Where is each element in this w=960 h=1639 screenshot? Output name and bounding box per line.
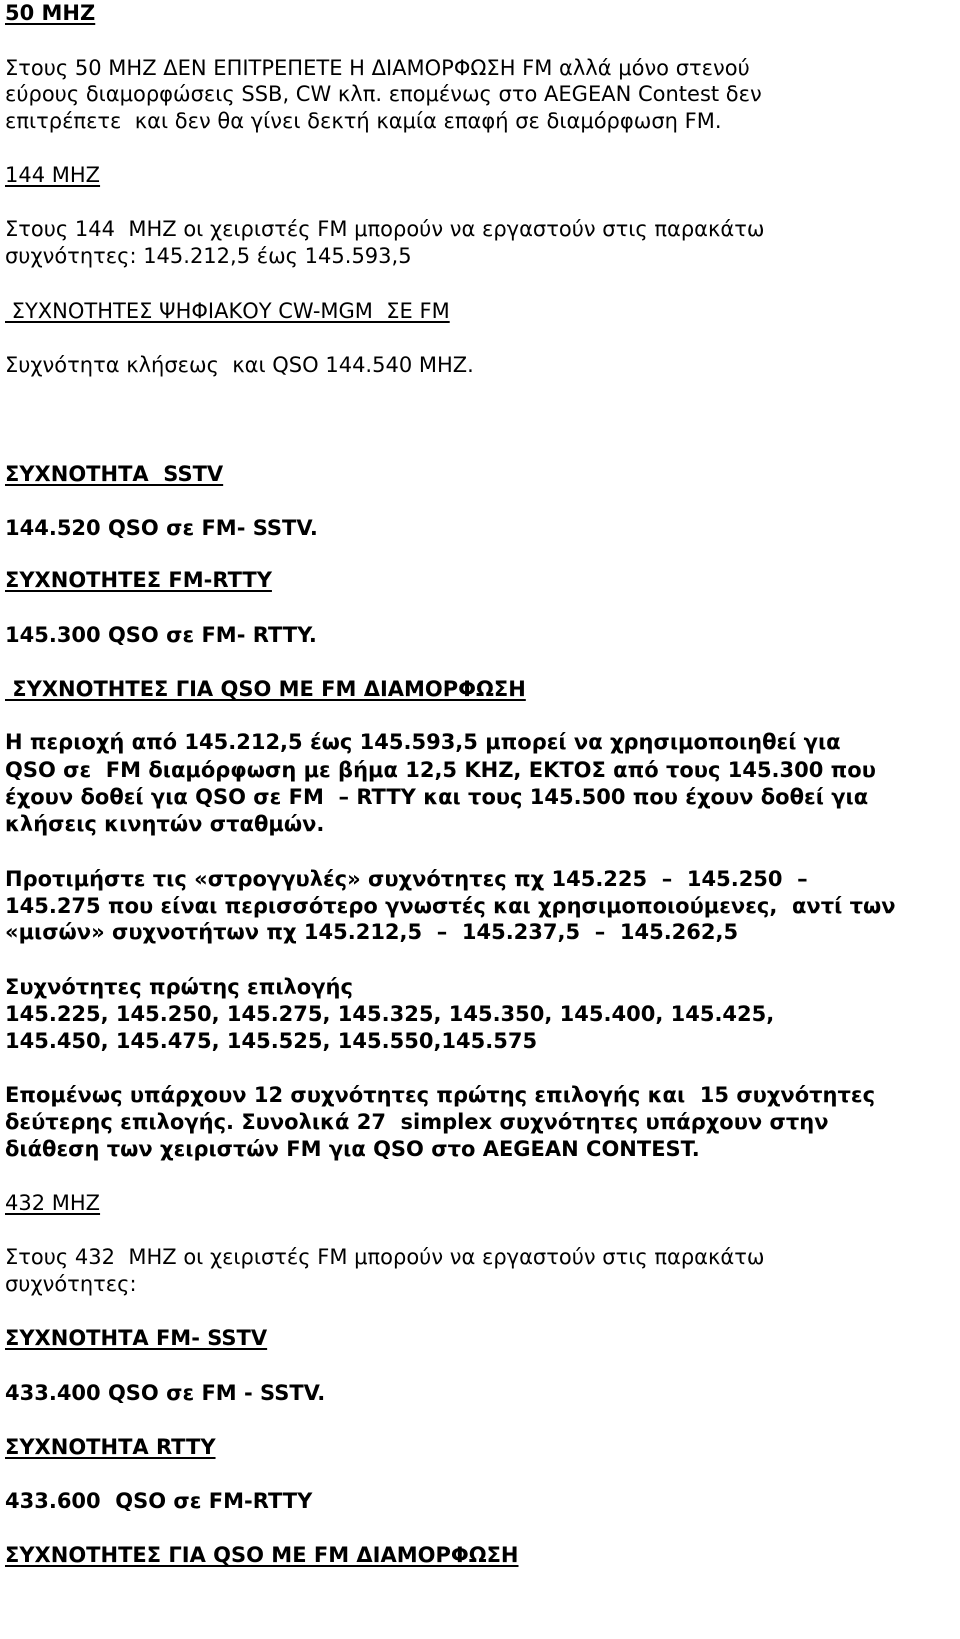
text-144-rtty: 145.300 QSO σε FM- RTTY. [5,623,317,647]
text-144-fm-para2-2: 145.275 που είναι περισσότερο γνωστές και χρησιμοποιούμενες, αντί των [5,894,896,918]
text-144-fm-para2-3: «μισών» συχνοτήτων πχ 145.212,5 – 145.237,5 – 145.262,5 [5,920,739,944]
text-50mhz-line-2: εύρους διαμορφώσεις SSB, CW κλπ. επομένως στο AEGEAN Contest δεν [5,82,762,106]
text-144mhz-intro-1: Στους 144 MHZ οι χειριστές FM μπορούν να εργαστούν στις παρακάτω [5,217,765,241]
heading-432-sstv: ΣΥΧΝΟΤΗΤΑ FM- SSTV [5,1326,268,1350]
text-432-sstv: 433.400 QSO σε FM - SSTV. [5,1381,326,1405]
label-first-choice: Συχνότητες πρώτης επιλογής [5,975,353,999]
text-144-fm-para1-3: έχουν δοθεί για QSO σε FM – RTTY και τους 145.500 που έχουν δοθεί για [5,785,869,809]
heading-144-rtty: ΣΥΧΝΟΤΗΤΕΣ FM-RTTY [5,568,272,592]
heading-50mhz: 50 MHZ [5,1,96,25]
text-50mhz-line-3: επιτρέπετε και δεν θα γίνει δεκτή καμία επαφή σε διαμόρφωση FM. [5,109,722,133]
text-144-cw-mgm: Συχνότητα κλήσεως και QSO 144.540 MHZ. [5,353,474,377]
text-summary-3: διάθεση των χειριστών FM για QSO στο AEGEAN CONTEST. [5,1137,700,1161]
heading-432-fm-qso: ΣΥΧΝΟΤΗΤΕΣ ΓΙΑ QSO ΜΕ FM ΔΙΑΜΟΡΦΩΣΗ [5,1543,519,1567]
heading-144mhz: 144 MHZ [5,163,101,187]
text-50mhz-line-1: Στους 50 MHZ ΔΕΝ ΕΠΙΤΡΕΠΕΤΕ Η ΔΙΑΜΟΡΦΩΣΗ FM αλλά μόνο στενού [5,56,750,80]
heading-432mhz: 432 MHZ [5,1191,101,1215]
text-144-fm-para2-1: Προτιμήστε τις «στρογγυλές» συχνότητες πχ 145.225 – 145.250 – [5,867,808,891]
text-144-fm-para1-4: κλήσεις κινητών σταθμών. [5,812,325,836]
text-144mhz-intro-2: συχνότητες: 145.212,5 έως 145.593,5 [5,244,412,268]
text-summary-2: δεύτερης επιλογής. Συνολικά 27 simplex συχνότητες υπάρχουν στην [5,1110,829,1134]
text-first-choice-2: 145.450, 145.475, 145.525, 145.550,145.575 [5,1029,538,1053]
text-144-sstv: 144.520 QSO σε FM- SSTV. [5,516,318,540]
text-summary-1: Επομένως υπάρχουν 12 συχνότητες πρώτης επιλογής και 15 συχνότητες [5,1083,876,1107]
text-144-fm-para1-1: Η περιοχή από 145.212,5 έως 145.593,5 μπορεί να χρησιμοποιηθεί για [5,730,841,754]
text-first-choice-1: 145.225, 145.250, 145.275, 145.325, 145.350, 145.400, 145.425, [5,1002,775,1026]
text-432mhz-intro-2: συχνότητες: [5,1272,137,1296]
heading-144-sstv: ΣΥΧΝΟΤΗΤΑ SSTV [5,462,224,486]
heading-144-fm-qso: ΣΥΧΝΟΤΗΤΕΣ ΓΙΑ QSO ΜΕ FM ΔΙΑΜΟΡΦΩΣΗ [5,677,526,701]
text-432-rtty: 433.600 QSO σε FM-RTTY [5,1489,313,1513]
heading-144-cw-mgm: ΣΥΧΝΟΤΗΤΕΣ ΨΗΦΙΑΚΟΥ CW-MGM ΣΕ FM [5,299,450,323]
text-432mhz-intro-1: Στους 432 MHZ οι χειριστές FM μπορούν να εργαστούν στις παρακάτω [5,1245,765,1269]
text-144-fm-para1-2: QSO σε FM διαμόρφωση με βήμα 12,5 KHZ, ΕΚΤΟΣ από τους 145.300 που [5,758,876,782]
heading-432-rtty: ΣΥΧΝΟΤΗΤΑ RTTY [5,1435,216,1459]
